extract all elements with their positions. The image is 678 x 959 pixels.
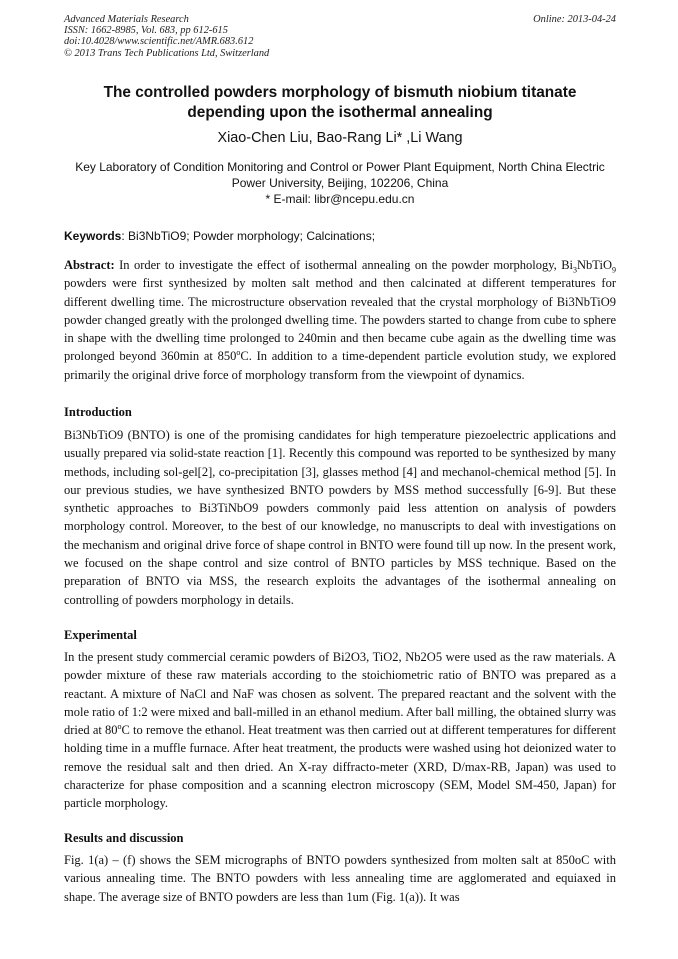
affiliation <box>64 159 616 207</box>
introduction-heading: Introduction <box>64 405 132 419</box>
abstract-label: Abstract: <box>64 258 115 272</box>
journal-name: Advanced Materials Research <box>64 14 189 25</box>
title-line-2: depending upon the isothermal annealing <box>187 104 493 121</box>
keywords-label: Keywords <box>64 229 122 243</box>
affiliation-line-2: Power University, Beijing, 102206, China <box>231 176 449 190</box>
journal-header <box>64 14 616 59</box>
experimental-text-1: In the present study commercial ceramic powders of Bi2O3, TiO2, Nb2O5 were used as the raw materials. A powder mixture of these raw materials according to the stoichiometric ratio of BNTO was prepared as a reactant. A mixture of NaCl and NaF was chosen as solvent. The prepared reactant and the solvent with the mole ratio of 1:2 were mixed and ball-milled in an ethanol medium. After ball milling, the obtained slurry was dried at 80 <box>64 650 616 738</box>
issn-line: ISSN: 1662-8985, Vol. 683, pp 612-615 <box>64 25 228 37</box>
doi-line: doi:10.4028/www.scientific.net/AMR.683.612 <box>64 36 254 48</box>
corresponding-email: * E-mail: libr@ncepu.edu.cn <box>265 192 415 206</box>
abstract-sup-1: o <box>236 348 241 358</box>
experimental-text-2: C to remove the ethanol. Heat treatment was then carried out at different temperatures for different holding time in a muffle furnace. After heat treatment, the products were washed using hot deionized water to remove the residual salt and then dried. An X-ray diffracto-meter (XRD, D/max-RB, Japan) was used to characterize for phase composition and a scanning electron microscopy (SEM, Model SM-450, Japan) for particle morphology. <box>64 723 616 811</box>
abstract <box>64 256 616 384</box>
experimental-heading: Experimental <box>64 628 137 642</box>
introduction-paragraph: Bi3NbTiO9 (BNTO) is one of the promising candidates for high temperature piezoelectric applications and usually prepared via solid-state reaction [1]. Recently this compound was reported to be synthesized by many methods, including sol-gel[2], co-precipitation [3], glasses method [4] and mechanol-chemical method [5]. In our previous studies, we have synthesized BNTO powders by MSS method successfully [6-9]. But these synthetic approaches to Bi3TiNbO9 powders commonly paid less attention on analysis of powders morphology control. Moreover, to the best of our knowledge, no manuscripts to deal with investigations on the mechanism and original drive force of shape control in BNTO were found till up now. In the present work, we focused on the shape control and size control of BNTO particles by MSS technique. Based on the preparation of BNTO via MSS, the research exploits the advantages of the isothermal annealing on controlling of powders morphology in details. <box>64 428 616 607</box>
copyright-line: © 2013 Trans Tech Publications Ltd, Switzerland <box>64 47 270 59</box>
abstract-sub-1: 3 <box>573 265 578 275</box>
author-list: Xiao-Chen Liu, Bao-Rang Li* ,Li Wang <box>217 130 463 146</box>
abstract-text-2: NbTiO <box>577 258 612 272</box>
title-line-1: The controlled powders morphology of bismuth niobium titanate <box>103 84 577 101</box>
abstract-sub-2: 9 <box>612 265 616 275</box>
abstract-text-4: C. In addition to a time-dependent particle evolution study, we explored primarily the original drive force of morphology transform from the viewpoint of dynamics. <box>64 349 616 382</box>
results-paragraph: Fig. 1(a) – (f) shows the SEM micrographs of BNTO powders synthesized from molten salt at 850oC with various annealing time. The BNTO powders with less annealing time are agglomerated and equiaxed in shape. The average size of BNTO powders are less than 1um (Fig. 1(a)). It was <box>64 853 616 904</box>
experimental-sup-1: o <box>117 722 122 732</box>
online-date: Online: 2013-04-24 <box>533 14 616 25</box>
abstract-text-3: powders were first synthesized by molten salt method and then calcinated at different temperatures for different dwelling time. The microstructure observation revealed that the crystal morphology of Bi3NbTiO9 powder changed greatly with the prolonged dwelling time. The powders started to change from cube to sphere in shape with the dwelling time prolonged to 240min and then became cube again as the dwelling time was prolonged beyond 360min at 850 <box>64 276 616 364</box>
results-heading: Results and discussion <box>64 831 184 845</box>
affiliation-line-1: Key Laboratory of Condition Monitoring and Control or Power Plant Equipment, North China Electric <box>75 160 605 174</box>
experimental-paragraph <box>64 648 616 813</box>
keywords <box>64 228 616 244</box>
abstract-text-1: In order to investigate the effect of isothermal annealing on the powder morphology, Bi <box>114 258 574 272</box>
keywords-text: : Bi3NbTiO9; Powder morphology; Calcinations; <box>121 229 376 243</box>
paper-title <box>64 83 616 123</box>
